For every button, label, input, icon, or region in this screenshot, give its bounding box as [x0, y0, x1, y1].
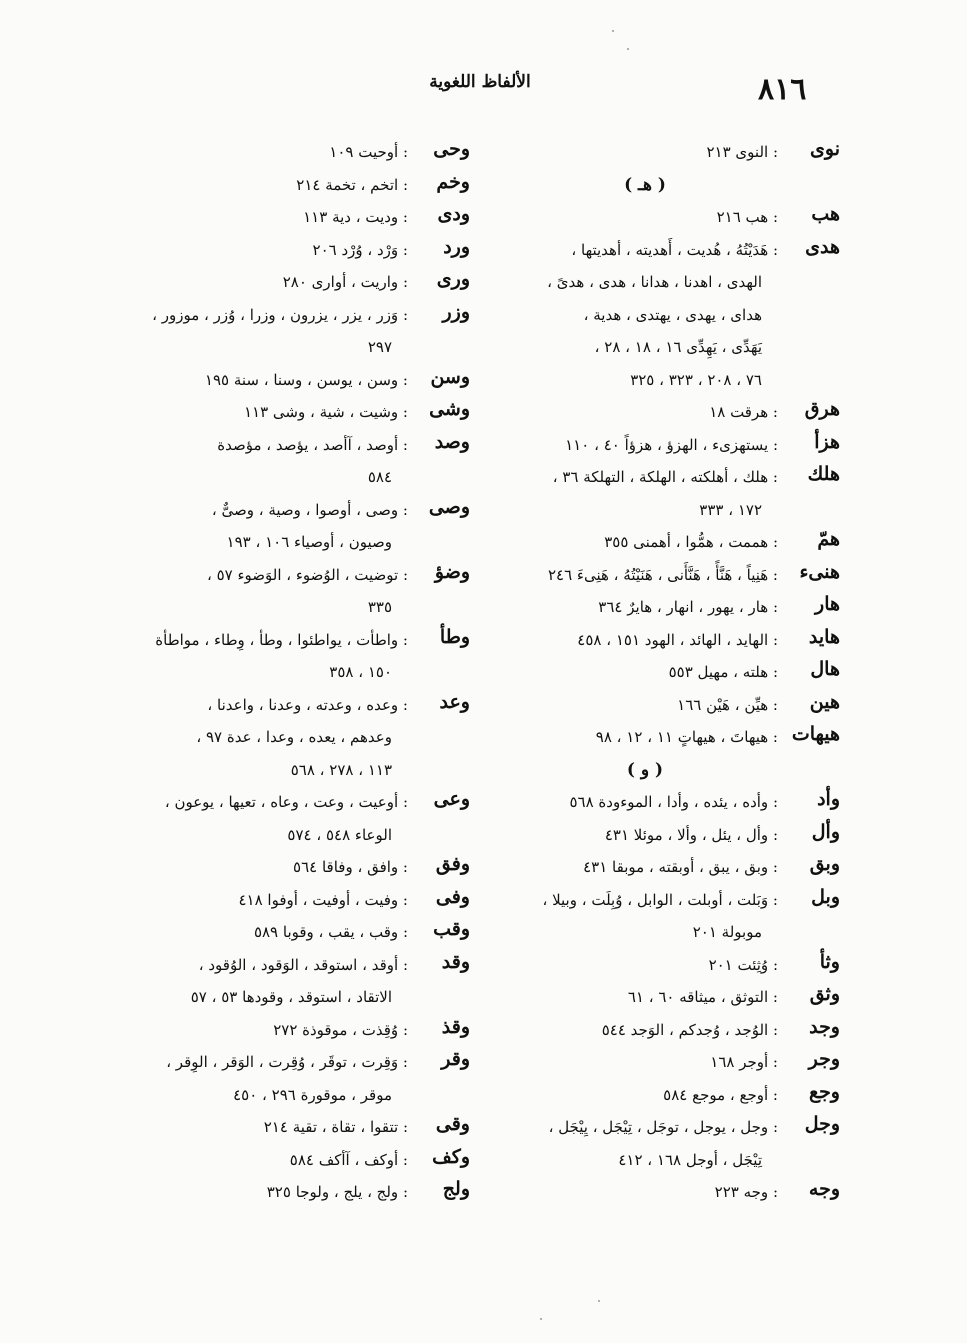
- entry-line: تِيْجَل ، أوجل ١٦٨ ، ٤١٢: [618, 1150, 762, 1169]
- entry-body: [490, 1176, 778, 1209]
- left-column-entry: [130, 136, 470, 169]
- right-column-entry: [490, 851, 840, 884]
- entry-headword: وجل: [804, 1113, 840, 1135]
- right-column-entry: [490, 949, 840, 982]
- entry-line: : النوى ٢١٣: [706, 143, 778, 161]
- entry-line: : هار ، يهور ، انهار ، هايرٌ ٣٦٤: [598, 598, 778, 616]
- entry-line: موبولة ٢٠١: [692, 923, 762, 941]
- left-column-entry: [130, 949, 470, 1014]
- entry-headword: هزأ: [814, 430, 840, 453]
- entry-headword: وجر: [808, 1048, 840, 1070]
- left-column-entry: [130, 364, 470, 397]
- entry-line: ١٥٠ ، ٣٥٨: [329, 663, 392, 681]
- entry-headword: وقر: [441, 1048, 470, 1070]
- left-column-entry: [130, 1111, 470, 1144]
- entry-line: : التوثق ، ميثاقه ٦٠ ، ٦١: [627, 988, 778, 1006]
- entry-line: : تتقوا ، تقاة ، تقية ٢١٤: [263, 1118, 408, 1136]
- entry-headword: هرق: [804, 398, 840, 420]
- entry-headword: هلك: [807, 463, 840, 485]
- left-column-entry: [130, 1046, 470, 1111]
- entry-headword: وخم: [436, 170, 470, 193]
- entry-line: ٧٦ ، ٢٠٨ ، ٣٢٣ ، ٣٢٥: [630, 370, 762, 389]
- entry-headword: وبل: [811, 885, 840, 908]
- entry-line: : أوجع ، موجع ٥٨٤: [663, 1085, 778, 1104]
- entry-body: [130, 689, 408, 787]
- entry-body: [130, 201, 408, 234]
- left-column-entry: [130, 916, 470, 949]
- entry-headword: وجه: [808, 1178, 840, 1200]
- entry-body: [490, 396, 778, 429]
- entry-body: [130, 136, 408, 169]
- entry-line: : هلك ، أهلكته ، الهلكة ، التهلكة ٣٦ ،: [552, 468, 778, 486]
- entry-line: الهدى ، اهدنا ، هدانا ، هدى ، هدىً ،: [547, 273, 762, 291]
- entry-body: [130, 624, 408, 689]
- entry-line: : وأده ، يئده ، وأدا ، الموءودة ٥٦٨: [569, 793, 778, 811]
- left-column-entry: [130, 201, 470, 234]
- entry-headword: وقى: [435, 1113, 470, 1135]
- entry-headword: هنىء: [799, 560, 840, 583]
- entry-body: [490, 429, 778, 462]
- entry-line: : أوكف ، آأكف ٥٨٤: [289, 1150, 408, 1169]
- left-column-entry: [130, 169, 470, 202]
- entry-body: [490, 884, 778, 949]
- entry-headword: وبق: [809, 853, 840, 875]
- scan-speck: [540, 1318, 542, 1320]
- left-column-entry: [130, 234, 470, 267]
- entry-body: [130, 884, 408, 917]
- entry-body: [130, 916, 408, 949]
- entry-line: : توضيت ، الوُضوء ، الوَضوء ٥٧ ،: [206, 565, 408, 584]
- entry-line: : وجه ٢٢٣: [714, 1183, 778, 1201]
- left-column-entry: [130, 624, 470, 689]
- entry-body: [490, 1046, 778, 1079]
- entry-headword: هايد: [808, 625, 840, 648]
- entry-line: يَهَدِّى ، يَهِدِّى ١٦ ، ١٨ ، ٢٨ ،: [594, 338, 762, 356]
- entry-body: [130, 559, 408, 624]
- entry-line: هداى ، يهدى ، يهتدى ، هدية ،: [583, 305, 762, 324]
- right-column-entry: [490, 396, 840, 429]
- left-column: [130, 136, 470, 1209]
- entry-headword: وقذ: [441, 1015, 470, 1038]
- entry-line: : هيِّن ، هَيْن ١٦٦: [677, 695, 778, 714]
- entry-line: وعدهم ، يعده ، وعدا ، عدة ٩٧ ،: [196, 728, 392, 746]
- entry-body: [490, 526, 778, 559]
- left-column-entry: [130, 689, 470, 787]
- entry-body: [130, 169, 408, 202]
- right-column: [490, 136, 840, 1209]
- entry-headword: وسن: [430, 365, 470, 388]
- left-column-entry: [130, 299, 470, 364]
- right-column-entry: [490, 981, 840, 1014]
- entry-headword: ورد: [443, 235, 470, 258]
- entry-headword: وعد: [439, 690, 470, 713]
- right-column-entry: [490, 234, 840, 397]
- section-heading: ( هـ ): [624, 174, 666, 195]
- entry-body: [130, 429, 408, 494]
- entry-body: [490, 1014, 778, 1047]
- entry-headword: ودى: [437, 203, 470, 225]
- right-column-entry: [490, 461, 840, 526]
- entry-line: : واطأت ، يواطئوا ، وطأ ، وِطاء ، مواطأة: [155, 630, 408, 649]
- entry-body: [490, 624, 778, 657]
- right-column-entry: [490, 559, 840, 592]
- right-column-entry: [490, 689, 840, 722]
- entry-line: ٢٩٧: [367, 338, 392, 356]
- entry-line: : وَقِرت ، توقَر ، وُقِرت ، الوَقر ، الوِقر ،: [166, 1053, 408, 1071]
- entry-body: [490, 559, 778, 592]
- entry-headword: هيهات: [791, 723, 840, 745]
- entry-line: : أوحيت ١٠٩: [329, 143, 408, 161]
- entry-headword: وضؤ: [434, 560, 470, 583]
- entry-headword: هار: [815, 593, 840, 615]
- entry-line: ١١٣ ، ٢٧٨ ، ٥٦٨: [290, 760, 392, 779]
- entry-headword: هال: [810, 658, 840, 680]
- entry-line: : اتخم ، تخمة ٢١٤: [296, 175, 408, 194]
- entry-line: وصيون ، أوصياء ١٠٦ ، ١٩٣: [226, 533, 392, 551]
- right-column-entry: [490, 1111, 840, 1176]
- left-column-entry: [130, 494, 470, 559]
- entry-headword: همّ: [817, 528, 840, 550]
- entry-body: [490, 461, 778, 526]
- entry-line: : وشيت ، شية ، وشى ١١٣: [243, 403, 408, 421]
- entry-body: [490, 981, 778, 1014]
- entry-headword: وأد: [817, 788, 840, 810]
- entry-line: : وَبَلت ، أوبلت ، الوابل ، وُبِلَت ، وبيلا ،: [542, 890, 778, 909]
- entry-line: : وُثِئت ٢٠١: [708, 955, 778, 974]
- entry-body: [490, 591, 778, 624]
- entry-line: : واريت ، أوارى ٢٨٠: [282, 273, 408, 291]
- entry-headword: ورى: [436, 268, 470, 290]
- entry-headword: وجع: [808, 1080, 840, 1103]
- entry-line: : هلته ، مهيل ٥٥٣: [668, 663, 778, 681]
- right-column-entry: [490, 786, 840, 819]
- entry-body: [130, 786, 408, 851]
- entry-headword: هدى: [805, 235, 840, 258]
- entry-line: : هب ٢١٦: [716, 208, 778, 226]
- entry-body: [130, 494, 408, 559]
- left-column-entry: [130, 1144, 470, 1177]
- entry-headword: هب: [811, 203, 840, 225]
- entry-headword: وزر: [442, 300, 470, 323]
- left-column-entry: [130, 786, 470, 851]
- entry-line: ٣٣٥: [367, 598, 392, 616]
- entry-body: [490, 851, 778, 884]
- scan-speck: [598, 1300, 600, 1302]
- entry-line: : أوعيت ، وعت ، وعاه ، تعيها ، يوعون ،: [164, 793, 408, 811]
- entry-headword: وثأ: [819, 950, 840, 973]
- right-column-entry: [490, 1046, 840, 1079]
- right-column-entry: [490, 819, 840, 852]
- entry-line: : يستهزىء ، الهزؤ ، هزؤاً ٤٠ ، ١١٠: [565, 435, 778, 454]
- entry-body: [130, 266, 408, 299]
- entry-headword: نوى: [810, 138, 840, 160]
- right-column-entry: [490, 624, 840, 657]
- entry-headword: وفق: [435, 853, 470, 875]
- right-column-entry: [490, 591, 840, 624]
- entry-body: [130, 299, 408, 364]
- entry-line: : وُقِذت ، موقوذة ٢٧٢: [273, 1020, 408, 1039]
- entry-body: [490, 1079, 778, 1112]
- right-column-entry: [490, 1176, 840, 1209]
- entry-body: [130, 364, 408, 397]
- entry-line: : وجل ، يوجل ، توجَل ، تِيْجَل ، يِيْجَل ،: [548, 1118, 778, 1136]
- entry-body: [490, 689, 778, 722]
- entry-line: : ولج ، يلج ، ولوجا ٣٢٥: [266, 1183, 408, 1201]
- right-column-entry: [490, 656, 840, 689]
- entry-headword: وقب: [433, 918, 470, 940]
- left-column-entry: [130, 429, 470, 494]
- left-column-entry: [130, 266, 470, 299]
- right-column-entry: [490, 721, 840, 754]
- entry-headword: وأل: [811, 820, 840, 843]
- right-column-entry: [490, 884, 840, 949]
- entry-line: : أوقد ، استوقد ، الوَقود ، الوُقود ،: [198, 955, 408, 974]
- entry-line: : هَنِياً ، هَنَّأً ، هَنَّأَنى ، هَنَيْتُهُ ، هَنِىءَ ٢٤٦: [547, 565, 778, 584]
- entry-line: : وأل ، يئل ، وألا ، موئلا ٤٣١: [604, 825, 778, 844]
- entry-body: [490, 949, 778, 982]
- entry-headword: وصى: [428, 495, 470, 518]
- left-column-entry: [130, 1014, 470, 1047]
- entry-headword: وجد: [809, 1015, 840, 1038]
- right-column-entry: [490, 201, 840, 234]
- entry-headword: وعى: [433, 788, 470, 810]
- entry-line: : وفيت ، أوفيت ، أوفوا ٤١٨: [238, 890, 408, 909]
- entry-line: : هَدَيْتُهُ ، هُديت ، أَهديته ، أهديتها ،: [571, 240, 778, 259]
- entry-headword: وقد: [441, 950, 470, 973]
- right-column-entry: [490, 1014, 840, 1047]
- entry-headword: وطأ: [439, 625, 470, 648]
- entry-body: [130, 1014, 408, 1047]
- entry-body: [130, 851, 408, 884]
- right-column-entry: [490, 526, 840, 559]
- right-column-entry: [490, 136, 840, 169]
- entry-body: [130, 1111, 408, 1144]
- entry-headword: هين: [809, 690, 840, 713]
- entry-body: [490, 786, 778, 819]
- entry-line: ١٧٢ ، ٣٣٣: [699, 500, 762, 519]
- section-heading: ( و ): [626, 759, 664, 780]
- entry-line: ٥٨٤: [367, 468, 392, 486]
- entry-headword: ولج: [442, 1178, 470, 1200]
- entry-line: : وبق ، يبق ، أوبقته ، موبقا ٤٣١: [583, 858, 778, 876]
- right-column-entry: [490, 1079, 840, 1112]
- left-column-entry: [130, 559, 470, 624]
- entry-line: موقر ، موقورة ٢٩٦ ، ٤٥٠: [233, 1085, 392, 1104]
- entry-line: : هرقت ١٨: [709, 403, 778, 421]
- entry-body: [490, 656, 778, 689]
- entry-body: [130, 1046, 408, 1111]
- scan-speck: [612, 30, 614, 32]
- entry-body: [130, 1144, 408, 1177]
- entry-line: : وصى ، أوصوا ، وصية ، وصىٌّ ،: [211, 500, 408, 519]
- entry-line: الوعاء ٥٤٨ ، ٥٧٤: [287, 825, 392, 844]
- left-column-entry: [130, 851, 470, 884]
- entry-body: [490, 819, 778, 852]
- entry-headword: وصد: [434, 430, 470, 453]
- entry-body: [130, 396, 408, 429]
- left-column-entry: [130, 1176, 470, 1209]
- entry-line: : أوصد ، آأصد ، يؤصد ، مؤصدة: [217, 435, 408, 454]
- entry-body: [490, 234, 778, 397]
- entry-line: : هممت ، همُّوا ، أهمنى ٣٥٥: [604, 533, 778, 551]
- entry-headword: وحى: [433, 138, 470, 160]
- left-column-entry: [130, 884, 470, 917]
- entry-body: [490, 136, 778, 169]
- entry-line: : أوجر ١٦٨: [710, 1053, 778, 1071]
- entry-line: : الهايد ، الهائد ، الهود ١٥١ ، ٤٥٨: [577, 630, 778, 649]
- entry-line: : الوُجد ، وُجدكم ، الوَجد ٥٤٤: [601, 1020, 778, 1039]
- entry-body: [130, 234, 408, 267]
- entry-headword: وثق: [809, 983, 840, 1005]
- entry-line: الاتقاد ، استوقد ، وقودها ٥٣ ، ٥٧: [190, 988, 392, 1006]
- entry-line: : وقب ، يقب ، وقوبا ٥٨٩: [253, 923, 408, 941]
- entry-headword: وكف: [432, 1145, 470, 1168]
- entry-line: : وَرْد ، وُرْد ٢٠٦: [312, 240, 408, 259]
- scan-speck: [627, 48, 629, 50]
- left-column-entry: [130, 396, 470, 429]
- entry-headword: وشى: [429, 398, 470, 420]
- page-number: ٨١٦: [758, 72, 807, 107]
- entry-line: : وَزر ، يزر ، يزرون ، وزرا ، وُزر ، موزور ،: [152, 305, 408, 324]
- entry-line: : وديت ، دية ١١٣: [303, 208, 408, 226]
- running-title: الألفاظ اللغوية: [429, 72, 531, 92]
- entry-body: [490, 1111, 778, 1176]
- entry-line: : وسن ، يوسن ، وسنا ، سنة ١٩٥: [204, 370, 408, 389]
- entry-body: [130, 1176, 408, 1209]
- entry-line: : وافق ، وفاقا ٥٦٤: [293, 858, 408, 876]
- entry-body: [130, 949, 408, 1014]
- entry-body: [490, 201, 778, 234]
- entry-line: : هيهاتَ ، هيهاتٍ ١١ ، ١٢ ، ٩٨: [595, 728, 778, 746]
- entry-line: : وعده ، وعدته ، وعدنا ، واعدنا ،: [207, 695, 408, 714]
- entry-headword: وفى: [435, 885, 470, 908]
- right-column-entry: [490, 429, 840, 462]
- entry-body: [490, 721, 778, 754]
